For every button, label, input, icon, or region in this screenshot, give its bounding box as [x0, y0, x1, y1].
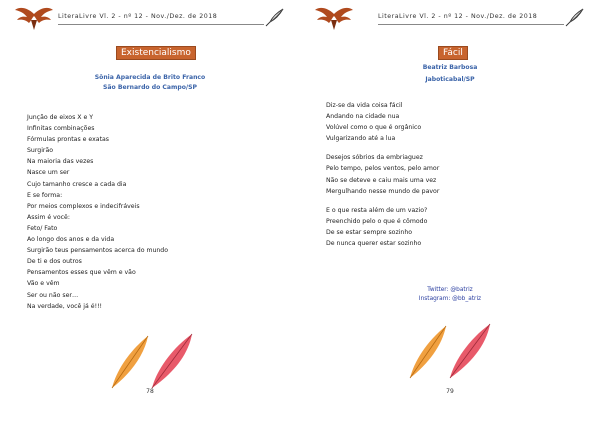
poem-line: Andando na cidade nua — [326, 113, 400, 121]
poem-line: Ser ou não ser… — [27, 291, 79, 299]
author-name: Sônia Aparecida de Brito Franco — [94, 74, 206, 81]
running-title: LiteraLivre Vl. 2 - nº 12 - Nov./Dez. de 2018 — [378, 13, 538, 20]
poem-line: Não se deteve e caiu mais uma vez — [326, 176, 437, 184]
author-location: Jaboticabal/SP — [425, 76, 475, 83]
poem-title: Existencialismo — [116, 46, 196, 60]
stanza-break — [326, 197, 439, 205]
poem-line: Ao longo dos anos e da vida — [27, 236, 115, 244]
author-location: São Bernardo do Campo/SP — [103, 84, 197, 91]
poem-line: Nasce um ser — [27, 169, 70, 177]
feathers-icon — [406, 320, 496, 382]
poem-title: Fácil — [438, 46, 468, 60]
poem-line: De se estar sempre sozinho — [326, 228, 413, 236]
stanza-break — [326, 144, 439, 152]
twitter-handle: Twitter: @batriz — [427, 287, 473, 293]
poem-body — [27, 112, 168, 312]
poem-line: Infinitas combinações — [27, 125, 95, 133]
poem-body — [326, 100, 439, 249]
poem-line: Na maioria das vezes — [27, 158, 94, 166]
header-divider — [378, 24, 564, 25]
poem-line: Vulgarizando até a lua — [326, 135, 396, 143]
social-handles — [300, 286, 600, 304]
poem-line: Feto/ Fato — [27, 224, 58, 232]
poem-line: Volúvel como o que é orgânico — [326, 124, 422, 132]
poem-line: Junção de eixos X e Y — [27, 114, 94, 121]
page-number: 79 — [446, 388, 454, 395]
quill-pen-icon — [564, 8, 584, 28]
poem-line: Cujo tamanho cresce a cada dia — [27, 180, 127, 188]
poem-line: Surgirão — [27, 147, 54, 155]
poem-line: Pelo tempo, pelos ventos, pelo amor — [326, 165, 440, 173]
poem-line: Surgirão teus pensamentos acerca do mundo — [27, 247, 169, 255]
poem-line: Fórmulas prontas e exatas — [27, 136, 110, 144]
poem-line: Diz-se da vida coisa fácil — [326, 102, 403, 109]
feathers-icon — [108, 330, 198, 392]
header-divider — [58, 24, 264, 25]
poem-line: Vão e vêm — [27, 280, 60, 288]
poem-line: Pensamentos esses que vêm e vão — [27, 269, 136, 277]
running-title: LiteraLivre Vl. 2 - nº 12 - Nov./Dez. de 2018 — [58, 13, 218, 20]
bird-wings-logo-icon — [14, 6, 54, 32]
poem-line: Por meios complexos e indecifráveis — [27, 202, 140, 210]
poem-line: Desejos sóbrios da embriaguez — [326, 154, 423, 162]
right-page — [300, 0, 600, 424]
poem-line: De nunca querer estar sozinho — [326, 240, 422, 248]
poem-line: Mergulhando nesse mundo de pavor — [326, 187, 440, 195]
page-header — [314, 6, 586, 32]
author-name: Beatriz Barbosa — [422, 64, 478, 71]
quill-pen-icon — [264, 8, 284, 28]
bird-wings-logo-icon — [314, 6, 354, 32]
page-number: 78 — [146, 388, 154, 395]
poem-line: Na verdade, você já é!!! — [27, 302, 103, 310]
poem-line: Assim é você: — [27, 213, 70, 221]
poem-line: E se forma: — [27, 191, 63, 199]
poem-line: De ti e dos outros — [27, 258, 82, 266]
page-header — [14, 6, 286, 32]
poem-line: Preenchido pelo o que é cômodo — [326, 217, 428, 225]
instagram-handle: Instagram: @bb_atriz — [418, 296, 482, 302]
poem-line: E o que resta além de um vazio? — [326, 206, 428, 214]
